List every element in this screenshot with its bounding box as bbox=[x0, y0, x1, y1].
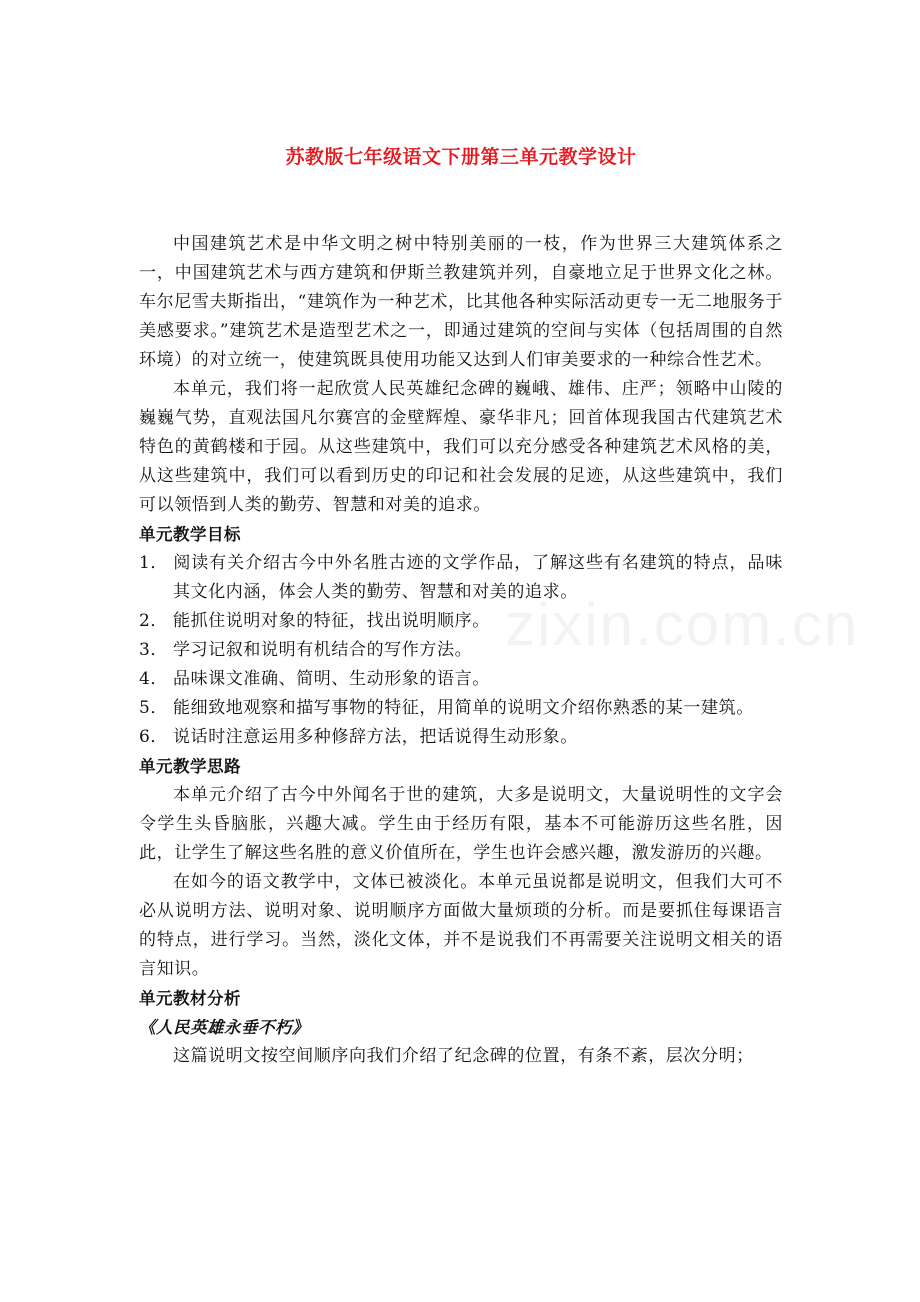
list-item bbox=[139, 607, 783, 636]
list-item-number: 1． bbox=[139, 553, 169, 573]
section-heading-goals: 单元教学目标 bbox=[139, 525, 241, 544]
list-item-text: 能抓住说明对象的特征，找出说明顺序。 bbox=[173, 611, 490, 631]
intro-paragraph: 本单元，我们将一起欣赏人民英雄纪念碑的巍峨、雄伟、庄严；领略中山陵的巍巍气势，直观法国凡尔赛宫的金壁辉煌、豪华非凡；回首体现我国古代建筑艺术特色的黄鹤楼和于园。从这些建筑中，我们可以充分感受各种建筑艺术风格的美，从这些建筑中，我们可以看到历史的印记和社会发展的足迹，从这些建筑中，我们可以领悟到人类的勤劳、智慧和对美的追求。 bbox=[139, 379, 783, 515]
section-heading-analysis: 单元教材分析 bbox=[139, 989, 241, 1008]
list-item bbox=[139, 636, 783, 665]
list-item-text: 品味课文准确、简明、生动形象的语言。 bbox=[173, 669, 490, 689]
list-item-number: 4． bbox=[139, 669, 169, 689]
list-item-text: 学习记叙和说明有机结合的写作方法。 bbox=[173, 640, 473, 660]
list-item bbox=[139, 549, 783, 607]
list-item bbox=[139, 665, 783, 694]
list-item-number: 6． bbox=[139, 727, 169, 747]
list-item bbox=[139, 694, 783, 723]
list-item bbox=[139, 723, 783, 752]
document-title: 苏教版七年级语文下册第三单元教学设计 bbox=[285, 146, 637, 168]
list-item-number: 3． bbox=[139, 640, 169, 660]
approach-paragraph: 本单元介绍了古今中外闻名于世的建筑，大多是说明文，大量说明性的文字会令学生头昏脑胀，兴趣大减。学生由于经历有限，基本不可能游历这些名胜，因此，让学生了解这些名胜的意义价值所在，学生也许会感兴趣，激发游历的兴趣。 bbox=[139, 785, 783, 863]
lesson-title: 《人民英雄永垂不朽》 bbox=[139, 1018, 309, 1037]
watermark: zixin.com.cn bbox=[505, 591, 860, 658]
lesson-paragraph: 这篇说明文按空间顺序向我们介绍了纪念碑的位置，有条不紊，层次分明； bbox=[173, 1046, 754, 1066]
list-item-number: 5． bbox=[139, 698, 169, 718]
list-item-text: 阅读有关介绍古今中外名胜古迹的文学作品，了解这些有名建筑的特点，品味其文化内涵，体会人类的勤劳、智慧和对美的追求。 bbox=[173, 553, 783, 602]
list-item-text: 能细致地观察和描写事物的特征，用简单的说明文介绍你熟悉的某一建筑。 bbox=[173, 698, 754, 718]
intro-paragraph: 中国建筑艺术是中华文明之树中特别美丽的一枝，作为世界三大建筑体系之一，中国建筑艺术与西方建筑和伊斯兰教建筑并列，自豪地立足于世界文化之林。车尔尼雪夫斯指出，“建筑作为一种艺术，比其他各种实际活动更专一无二地服务于美感要求。”建筑艺术是造型艺术之一，即通过建筑的空间与实体（包括周围的自然环境）的对立统一，使建筑既具使用功能又达到人们审美要求的一种综合性艺术。 bbox=[139, 234, 783, 370]
goals-list bbox=[139, 549, 783, 752]
list-item-number: 2． bbox=[139, 611, 169, 631]
approach-paragraph: 在如今的语文教学中，文体已被淡化。本单元虽说都是说明文，但我们大可不必从说明方法、说明对象、说明顺序方面做大量烦琐的分析。而是要抓住每课语言的特点，进行学习。当然，淡化文体，并不是说我们不再需要关注说明文相关的语言知识。 bbox=[139, 872, 783, 979]
section-heading-approach: 单元教学思路 bbox=[139, 757, 241, 776]
document-body bbox=[139, 142, 783, 1071]
list-item-text: 说话时注意运用多种修辞方法，把话说得生动形象。 bbox=[173, 727, 578, 747]
